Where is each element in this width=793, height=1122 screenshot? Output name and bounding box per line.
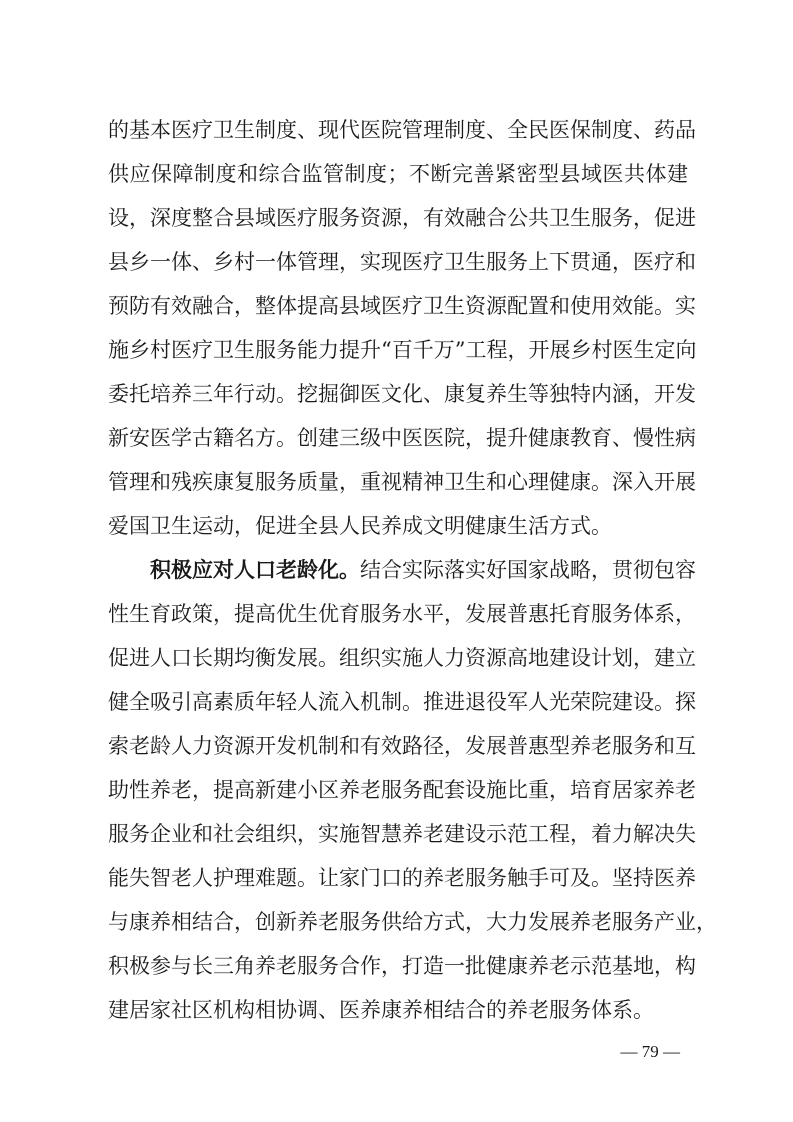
p2-line-11: 建居家社区机构相协调、医养康养相结合的养老服务体系。 <box>108 998 654 1022</box>
p1-line-5: 预防有效融合，整体提高县域医疗卫生资源配置和使用效能。实 <box>108 294 696 318</box>
p2-line-8: 能失智老人护理难题。让家门口的养老服务触手可及。坚持医养 <box>108 866 696 890</box>
p2-line-7: 服务企业和社会组织，实施智慧养老建设示范工程，着力解决失 <box>108 822 696 846</box>
p1-line-6: 施乡村医疗卫生服务能力提升“百千万”工程，开展乡村医生定向 <box>108 338 697 362</box>
p1-line-7: 委托培养三年行动。挖掘御医文化、康复养生等独特内涵，开发 <box>108 382 696 406</box>
p2-line-6: 助性养老，提高新建小区养老服务配套设施比重，培育居家养老 <box>108 778 696 802</box>
p1-line-4: 县乡一体、乡村一体管理，实现医疗卫生服务上下贯通，医疗和 <box>108 250 696 274</box>
p2-line-4: 健全吸引高素质年轻人流入机制。推进退役军人光荣院建设。探 <box>108 690 696 714</box>
p2-first-line <box>150 552 696 588</box>
p1-line-3: 设，深度整合县域医疗服务资源，有效融合公共卫生服务，促进 <box>108 206 696 230</box>
page-number: — 79 — <box>620 1042 680 1061</box>
p1-line-10: 爱国卫生运动，促进全县人民养成文明健康生活方式。 <box>108 514 612 538</box>
p2-line-2: 性生育政策，提高优生优育服务水平，发展普惠托育服务体系， <box>108 602 696 626</box>
p2-line-3: 促进人口长期均衡发展。组织实施人力资源高地建设计划，建立 <box>108 646 696 670</box>
p1-line-9: 管理和残疾康复服务质量，重视精神卫生和心理健康。深入开展 <box>108 470 696 494</box>
p1-line-1: 的基本医疗卫生制度、现代医院管理制度、全民医保制度、药品 <box>108 118 696 142</box>
p2-heading: 积极应对人口老龄化。 <box>150 557 360 582</box>
p2-line-5: 索老龄人力资源开发机制和有效路径，发展普惠型养老服务和互 <box>108 734 696 758</box>
p2-line-10: 积极参与长三角养老服务合作，打造一批健康养老示范基地，构 <box>108 954 696 978</box>
p2-first-line-rest: 结合实际落实好国家战略，贯彻包容 <box>360 558 696 582</box>
p2-line-9: 与康养相结合，创新养老服务供给方式，大力发展养老服务产业， <box>108 910 717 934</box>
p1-line-2: 供应保障制度和综合监管制度；不断完善紧密型县域医共体建 <box>108 162 688 186</box>
p1-line-8: 新安医学古籍名方。创建三级中医医院，提升健康教育、慢性病 <box>108 426 696 450</box>
